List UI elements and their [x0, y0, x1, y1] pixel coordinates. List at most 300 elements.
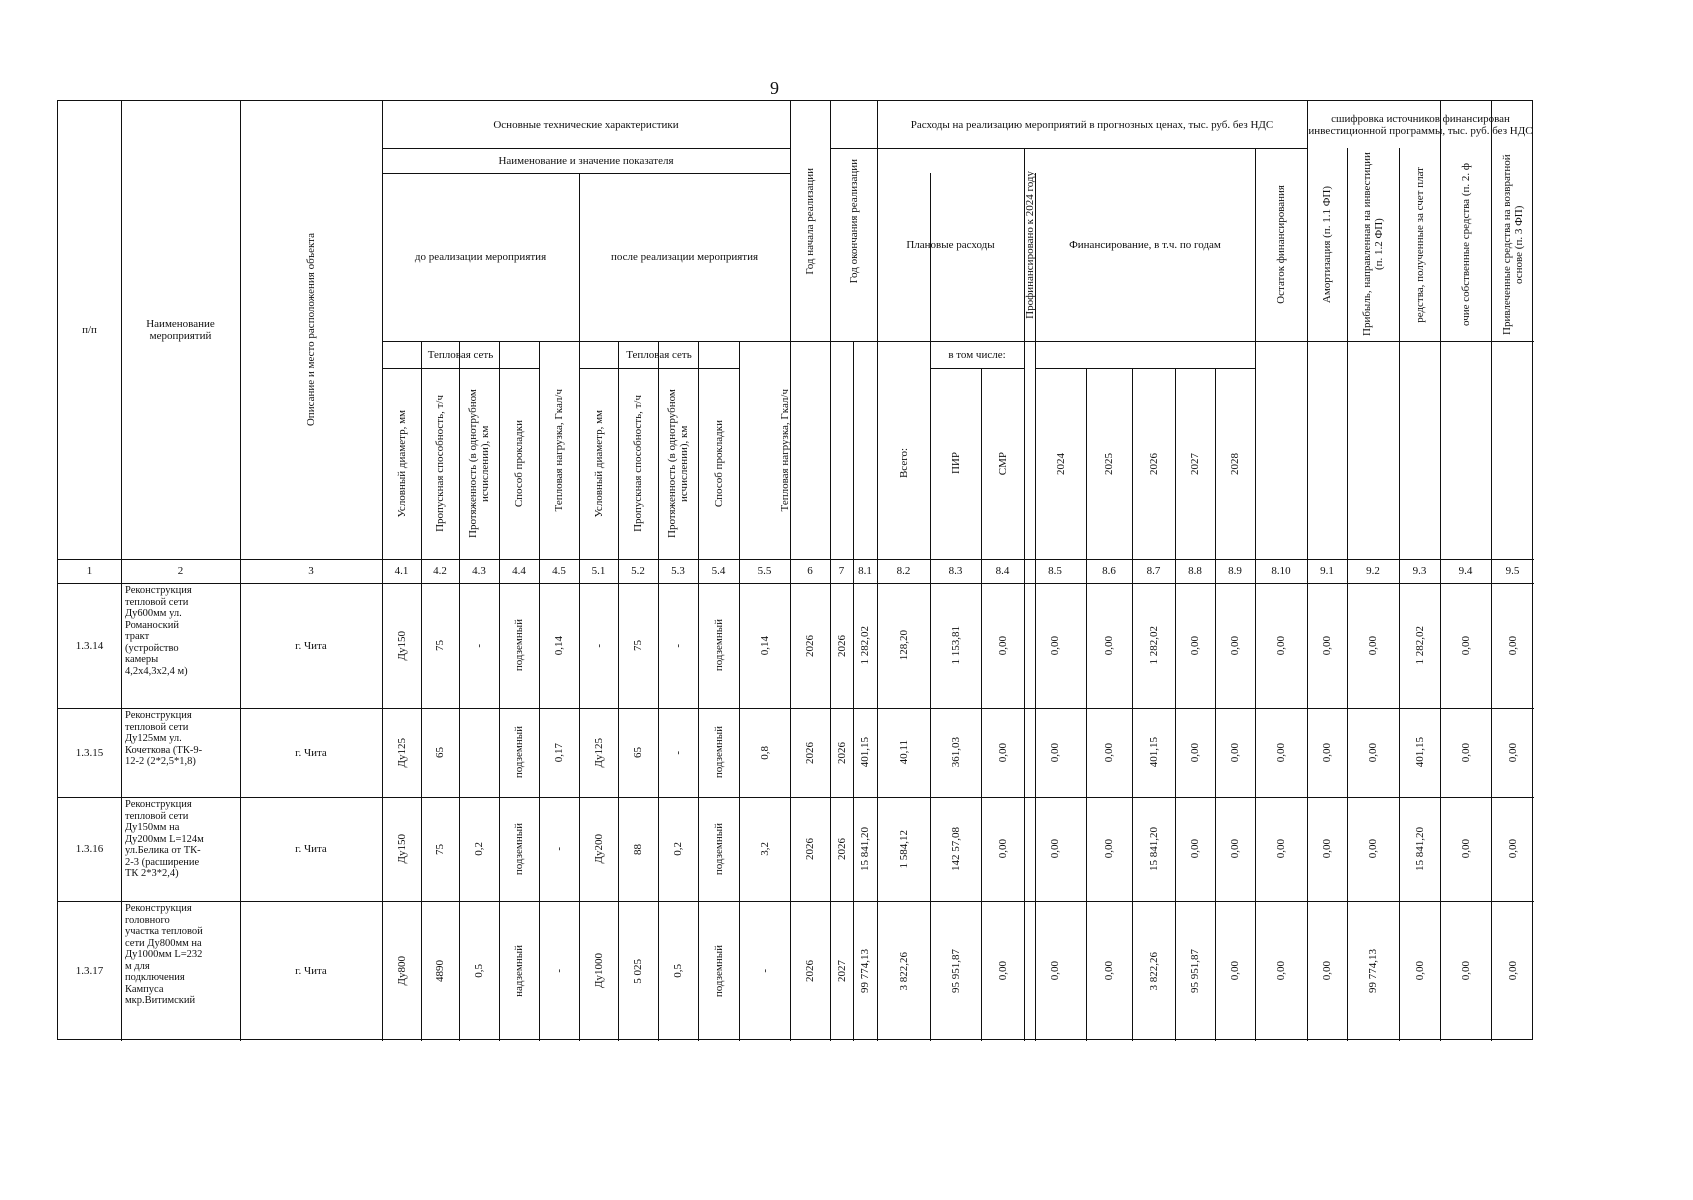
row-cell [1307, 797, 1347, 901]
col-number: 4.5 [552, 565, 566, 577]
header-after-2-text: Протяженность (в однотрубном исчислении), км [666, 389, 690, 538]
row-cell-text: подземный [513, 822, 525, 876]
row-cell [739, 901, 790, 1041]
header-remainder-text: Остаток финансирования [1275, 185, 1287, 304]
row-cell-text: 0,00 [1413, 961, 1426, 981]
row-cell [790, 797, 830, 901]
col-number: 5.5 [757, 565, 772, 577]
col-number: 9.1 [1320, 565, 1334, 577]
header-sources: сшифровка источников финансирован инвестиционной программы, тыс. руб. без НДС [1308, 112, 1533, 137]
row-cell-text: Ду150 [395, 834, 408, 864]
row-place: г. Чита [295, 843, 327, 855]
row-cell [981, 797, 1024, 901]
header-year-start-text: Год начала реализации [804, 167, 816, 275]
header-profit-text: Прибыль, направленная на инвестиции (п. 1.2 ФП) [1361, 152, 1385, 337]
row-cell [1255, 583, 1307, 708]
header-after-0-text: Условный диаметр, мм [592, 409, 605, 518]
row-cell-text: 2027 [835, 960, 848, 982]
row-cell-text: надземный [513, 945, 525, 997]
row-cell-text: Ду200 [592, 834, 605, 864]
row-cell-text: 0,14 [758, 635, 771, 656]
row-cell-text: 401,15 [859, 737, 871, 768]
row-cell [1491, 797, 1534, 901]
row-cell-text: 0,00 [1049, 635, 1061, 656]
row-cell [1175, 583, 1215, 708]
row-cell-text: 15 841,20 [1413, 827, 1426, 871]
investment-program-table [57, 100, 1533, 1040]
row-cell [790, 583, 830, 708]
header-tech: Основные технические характеристики [493, 118, 679, 131]
row-cell-text: 0,00 [1103, 839, 1115, 859]
row-cell-text: Ду800 [395, 956, 408, 986]
row-cell-text: - [672, 643, 684, 648]
row-cell [853, 797, 877, 901]
row-cell-text: 0,00 [1229, 961, 1241, 981]
row-cell-text: 1 153,81 [949, 626, 962, 665]
header-year-2028 [1215, 368, 1255, 559]
header-year-2026 [1132, 368, 1175, 559]
row-cell-text: 0,17 [553, 742, 565, 763]
header-year-2026-text: 2026 [1147, 452, 1160, 475]
row-cell [1440, 583, 1491, 708]
header-after-4 [739, 341, 830, 559]
row-cell-text: 65 [434, 747, 446, 758]
row-cell-text: 0,00 [1189, 742, 1201, 763]
row-cell-text: 0,00 [996, 635, 1009, 656]
row-cell [1024, 901, 1086, 1041]
row-cell-text: 0,00 [1367, 839, 1379, 859]
col-number: 9.5 [1505, 565, 1520, 577]
col-number: 1 [86, 565, 93, 577]
col-number: 8.4 [995, 565, 1010, 577]
col-number: 5.2 [631, 565, 645, 577]
row-cell [1175, 708, 1215, 797]
header-incl: в том числе: [948, 348, 1006, 361]
row-cell-text: 2026 [835, 634, 848, 657]
col-number: 8.5 [1048, 565, 1062, 577]
header-after-0 [579, 368, 618, 559]
row-cell-text: 99 774,13 [1367, 949, 1379, 993]
header-year-2024-text: 2024 [1054, 452, 1067, 475]
row-cell-text: 0,00 [1321, 742, 1333, 763]
row-cell [618, 583, 658, 708]
row-cell-text: 4890 [434, 960, 446, 982]
header-year-2028-text: 2028 [1229, 452, 1241, 475]
row-cell [790, 901, 830, 1041]
row-cell [1024, 797, 1086, 901]
header-pir [930, 368, 981, 559]
header-after-1 [618, 368, 658, 559]
row-cell-text: 0,00 [1275, 742, 1287, 763]
row-cell [539, 901, 579, 1041]
row-cell [1399, 583, 1440, 708]
row-cell-text: подземный [513, 726, 525, 779]
row-cell [382, 583, 421, 708]
row-cell [1491, 708, 1534, 797]
row-cell-text: 0,00 [1459, 961, 1472, 981]
row-cell-text: 1 282,02 [859, 626, 871, 665]
row-cell-text: 0,00 [1049, 839, 1061, 859]
row-cell [877, 797, 930, 901]
row-place: г. Чита [295, 965, 327, 977]
row-cell-text: 0,2 [473, 842, 485, 856]
row-cell-text: 0,00 [996, 742, 1009, 763]
col-number: 9.3 [1412, 565, 1427, 577]
header-description [240, 101, 382, 559]
row-cell-text: 0,00 [1367, 635, 1379, 656]
col-number: 9.2 [1366, 565, 1380, 577]
row-cell [1086, 797, 1132, 901]
row-cell [658, 797, 698, 901]
row-name: Реконструкция тепловой сети Ду125мм ул. Кочеткова (ТК-9- 12-2 (2*2,5*1,8) [125, 710, 203, 767]
col-number: 7 [838, 565, 845, 577]
row-cell-text: 0,00 [1506, 961, 1519, 981]
row-cell [981, 583, 1024, 708]
header-before-2 [459, 368, 499, 559]
row-cell [1347, 583, 1399, 708]
row-cell [1440, 901, 1491, 1041]
row-cell-text: 2026 [835, 838, 848, 860]
row-cell-text: - [758, 969, 771, 973]
grid-line [790, 341, 1534, 342]
row-cell [739, 797, 790, 901]
header-smr [981, 368, 1024, 559]
row-cell-text: 0,00 [1321, 839, 1333, 859]
row-cell [459, 583, 499, 708]
row-cell [499, 708, 539, 797]
row-cell [1175, 797, 1215, 901]
row-cell [1132, 901, 1175, 1041]
row-cell [830, 901, 853, 1041]
header-year-end-text: Год окончания реализации [847, 158, 860, 284]
row-cell-text: - [592, 643, 605, 648]
row-cell-text: 0,00 [1189, 839, 1201, 859]
row-cell [459, 797, 499, 901]
row-cell-text: 0,2 [672, 842, 684, 856]
row-cell [1215, 797, 1255, 901]
col-number: 4.1 [394, 565, 409, 577]
row-cell-text: - [473, 643, 485, 648]
header-borrowed [1491, 148, 1534, 341]
row-cell [1347, 797, 1399, 901]
row-name: Реконструкция тепловой сети Ду150мм на Ду200мм L=124м ул.Белика от ТК- 2-3 (расширение ТК 2*3*2,4) [125, 799, 204, 879]
row-id: 1.3.16 [75, 843, 104, 855]
col-number: 8.10 [1271, 565, 1291, 577]
col-number: 5.4 [711, 565, 726, 577]
row-cell-text: 2026 [804, 838, 816, 860]
col-number: 8.7 [1146, 565, 1161, 577]
col-number: 8.6 [1102, 565, 1116, 577]
row-cell [930, 708, 981, 797]
row-cell-text: 0,00 [996, 961, 1009, 981]
row-cell [1399, 797, 1440, 901]
header-before-0-text: Условный диаметр, мм [395, 409, 408, 518]
row-id: 1.3.15 [75, 746, 104, 759]
row-cell-text: 5 025 [632, 958, 644, 984]
row-cell [1347, 708, 1399, 797]
row-place: г. Чита [295, 639, 327, 652]
header-total [877, 368, 930, 559]
row-cell [579, 901, 618, 1041]
row-cell-text: 65 [632, 747, 644, 758]
row-cell [1255, 901, 1307, 1041]
row-cell [1440, 708, 1491, 797]
row-cell [877, 583, 930, 708]
row-cell-text: 0,00 [1321, 961, 1333, 981]
row-cell [658, 708, 698, 797]
header-name: Наименование мероприятий [146, 318, 215, 342]
row-cell [1491, 901, 1534, 1041]
header-before-1 [421, 368, 459, 559]
row-cell [698, 797, 739, 901]
header-own-text: очие собственные средства (п. 2. ф [1459, 162, 1472, 326]
row-cell [1215, 708, 1255, 797]
col-number: 8.9 [1228, 565, 1242, 577]
col-number: 2 [177, 565, 184, 577]
row-cell-text: 0,00 [1367, 742, 1379, 763]
row-cell [1215, 901, 1255, 1041]
row-cell-text: 0,8 [758, 745, 771, 760]
header-amort [1307, 148, 1347, 341]
header-pir-text: ПИР [949, 452, 962, 475]
row-cell [421, 708, 459, 797]
col-number: 8.2 [896, 565, 911, 577]
row-cell-text: подземный [712, 726, 725, 779]
col-number: 4.3 [472, 565, 486, 577]
col-number: 6 [807, 565, 813, 577]
row-cell [1307, 583, 1347, 708]
row-cell [930, 901, 981, 1041]
row-cell [853, 901, 877, 1041]
row-cell [1086, 901, 1132, 1041]
col-number: 9.4 [1458, 565, 1473, 577]
header-amort-text: Амортизация (п. 1.1 ФП) [1321, 185, 1333, 304]
row-cell-text: Ду150 [395, 630, 408, 661]
header-after: после реализации мероприятия [610, 251, 759, 263]
row-cell-text: 361,03 [949, 737, 962, 768]
row-cell [1491, 583, 1534, 708]
row-cell-text: 15 841,20 [1147, 827, 1160, 871]
header-before-1-text: Пропускная способность, т/ч [434, 395, 446, 532]
header-description-text: Описание и место расположения объекта [305, 233, 317, 427]
header-borrowed-text: Привлеченные средства на возвратной основе (п. 3 ФП) [1500, 154, 1525, 335]
row-cell-text: 2026 [804, 960, 816, 982]
header-pp: п/п [82, 324, 97, 336]
row-cell-text: 95 951,87 [1189, 949, 1201, 993]
row-cell [1132, 708, 1175, 797]
row-cell-text: - [553, 847, 565, 851]
row-cell-text: 401,15 [1147, 737, 1160, 768]
row-cell-text: - [553, 969, 565, 973]
row-cell [459, 708, 499, 797]
row-name: Реконструкция головного участка тепловой сети Ду800мм на Ду1000мм L=232 м для подключения Кампуса мкр.Витимский [125, 903, 203, 1006]
row-cell-text: Ду125 [395, 737, 408, 768]
row-cell [618, 901, 658, 1041]
header-prefinanced [1024, 148, 1035, 341]
header-after-2 [658, 368, 698, 559]
row-cell [1132, 583, 1175, 708]
row-cell-text: 75 [434, 843, 446, 855]
row-cell [579, 708, 618, 797]
row-cell-text: 2026 [804, 634, 816, 657]
row-cell-text: подземный [513, 619, 525, 672]
row-cell-text: 0,00 [996, 839, 1009, 859]
header-costs: Расходы на реализацию мероприятий в прогнозных ценах, тыс. руб. без НДС [910, 118, 1274, 131]
row-id: 1.3.17 [75, 965, 104, 977]
row-cell [499, 797, 539, 901]
row-cell-text: 40,11 [897, 740, 910, 765]
row-cell-text: 88 [632, 843, 644, 855]
row-cell [1440, 797, 1491, 901]
header-heat-net-before: Тепловая сеть [427, 348, 494, 361]
row-cell [618, 797, 658, 901]
row-cell [579, 797, 618, 901]
header-before-0 [382, 368, 421, 559]
header-year-start [790, 101, 830, 341]
row-cell [1307, 901, 1347, 1041]
row-cell-text: 0,00 [1459, 742, 1472, 763]
row-cell-text: подземный [712, 619, 725, 672]
row-id: 1.3.14 [75, 639, 104, 652]
row-cell [830, 708, 853, 797]
header-after-3 [698, 368, 739, 559]
header-smr-text: СМР [996, 451, 1009, 476]
header-before-4 [539, 341, 579, 559]
header-fee [1399, 148, 1440, 341]
row-cell [853, 583, 877, 708]
row-cell-text: 0,00 [1506, 635, 1519, 656]
header-year-2024 [1035, 368, 1086, 559]
row-cell-text: 0,00 [1103, 742, 1115, 763]
row-cell-text: 0,00 [1103, 635, 1115, 656]
header-financing: Финансирование, в т.ч. по годам [1069, 238, 1221, 251]
header-year-2025-text: 2025 [1103, 452, 1115, 475]
row-cell [1132, 797, 1175, 901]
row-cell [1024, 583, 1086, 708]
row-cell [382, 797, 421, 901]
row-name: Реконструкция тепловой сети Ду600мм ул. Романоский тракт (устройство камеры 4,2х4,3х2,4 м) [125, 585, 192, 677]
header-planned: Плановые расходы [906, 238, 995, 251]
row-cell-text: 2026 [804, 741, 816, 764]
row-cell [382, 901, 421, 1041]
row-cell-text: 95 951,87 [949, 949, 962, 993]
col-number: 8.3 [948, 565, 963, 577]
row-place: г. Чита [295, 746, 327, 759]
row-cell [1255, 708, 1307, 797]
row-cell-text: 0,00 [1506, 839, 1519, 859]
row-cell [421, 583, 459, 708]
col-number: 4.2 [433, 565, 447, 577]
row-cell [1399, 901, 1440, 1041]
row-cell [1255, 797, 1307, 901]
col-number: 4.4 [512, 565, 526, 577]
row-cell-text: 0,14 [553, 635, 565, 656]
row-cell [1215, 583, 1255, 708]
row-cell-text: Ду125 [592, 737, 605, 768]
header-year-end [830, 101, 877, 341]
header-before-2-text: Протяженность (в однотрубном исчислении), км [467, 389, 491, 538]
row-cell-text: 0,5 [473, 964, 485, 978]
row-cell [698, 708, 739, 797]
col-number: 3 [308, 565, 314, 577]
header-total-text: Всего: [897, 448, 910, 479]
row-cell [1347, 901, 1399, 1041]
row-cell-text: 15 841,20 [859, 827, 871, 871]
row-cell [1024, 708, 1086, 797]
header-after-4-text: Тепловая нагрузка, Гкал/ч [778, 388, 791, 512]
row-cell-text: 1 584,12 [897, 829, 910, 869]
row-cell [579, 583, 618, 708]
row-cell-text: 401,15 [1413, 737, 1426, 768]
header-before-3-text: Способ прокладки [513, 419, 525, 508]
header-heat-net-after: Тепловая сеть [626, 348, 692, 361]
row-cell [382, 708, 421, 797]
row-cell-text: 0,00 [1459, 839, 1472, 859]
row-cell-text: 2026 [835, 741, 848, 764]
row-cell [1399, 708, 1440, 797]
row-cell [539, 583, 579, 708]
row-cell-text: - [672, 750, 684, 755]
row-cell [1086, 583, 1132, 708]
row-cell [618, 708, 658, 797]
row-cell [830, 583, 853, 708]
row-cell [539, 708, 579, 797]
row-cell [421, 797, 459, 901]
row-cell-text: 0,00 [1229, 635, 1241, 656]
header-before-3 [499, 368, 539, 559]
row-cell-text: Ду1000 [592, 953, 605, 989]
row-cell-text: 0,00 [1103, 961, 1115, 981]
col-number: 8.8 [1188, 565, 1202, 577]
row-cell-text: 0,00 [1049, 742, 1061, 763]
row-cell-text: подземный [712, 944, 725, 998]
col-number: 8.1 [858, 565, 872, 577]
row-cell-text: 0,00 [1275, 635, 1287, 656]
row-cell [421, 901, 459, 1041]
header-year-2027-text: 2027 [1189, 452, 1201, 475]
row-cell-text: 142 57,08 [949, 827, 962, 871]
row-cell [739, 708, 790, 797]
row-cell [853, 708, 877, 797]
header-prefinanced-text: Профинансировано к 2024 году [1023, 170, 1036, 319]
row-cell [981, 708, 1024, 797]
row-cell-text: 0,00 [1506, 742, 1519, 763]
row-cell [459, 901, 499, 1041]
row-cell-text: 3 822,26 [1147, 951, 1160, 991]
row-cell-text: 1 282,02 [1413, 626, 1426, 665]
row-cell [739, 583, 790, 708]
header-fee-text: редства, полученные за счет плат [1413, 166, 1426, 323]
row-cell-text: 128,20 [897, 630, 910, 661]
row-cell-text: 0,00 [1275, 839, 1287, 859]
row-cell-text: 99 774,13 [859, 949, 871, 993]
row-cell-text: подземный [712, 822, 725, 876]
row-cell-text: 0,5 [672, 964, 684, 978]
header-own [1440, 148, 1491, 341]
row-cell-text: 0,00 [1049, 961, 1061, 981]
row-cell-text: 1 282,02 [1147, 626, 1160, 665]
col-number: 5.3 [671, 565, 685, 577]
row-cell-text: 75 [434, 640, 446, 651]
row-cell [658, 901, 698, 1041]
header-profit [1347, 148, 1399, 341]
row-cell [790, 708, 830, 797]
row-cell [1086, 708, 1132, 797]
row-cell [658, 583, 698, 708]
row-cell [698, 901, 739, 1041]
row-cell [830, 797, 853, 901]
header-after-1-text: Пропускная способность, т/ч [632, 395, 644, 532]
